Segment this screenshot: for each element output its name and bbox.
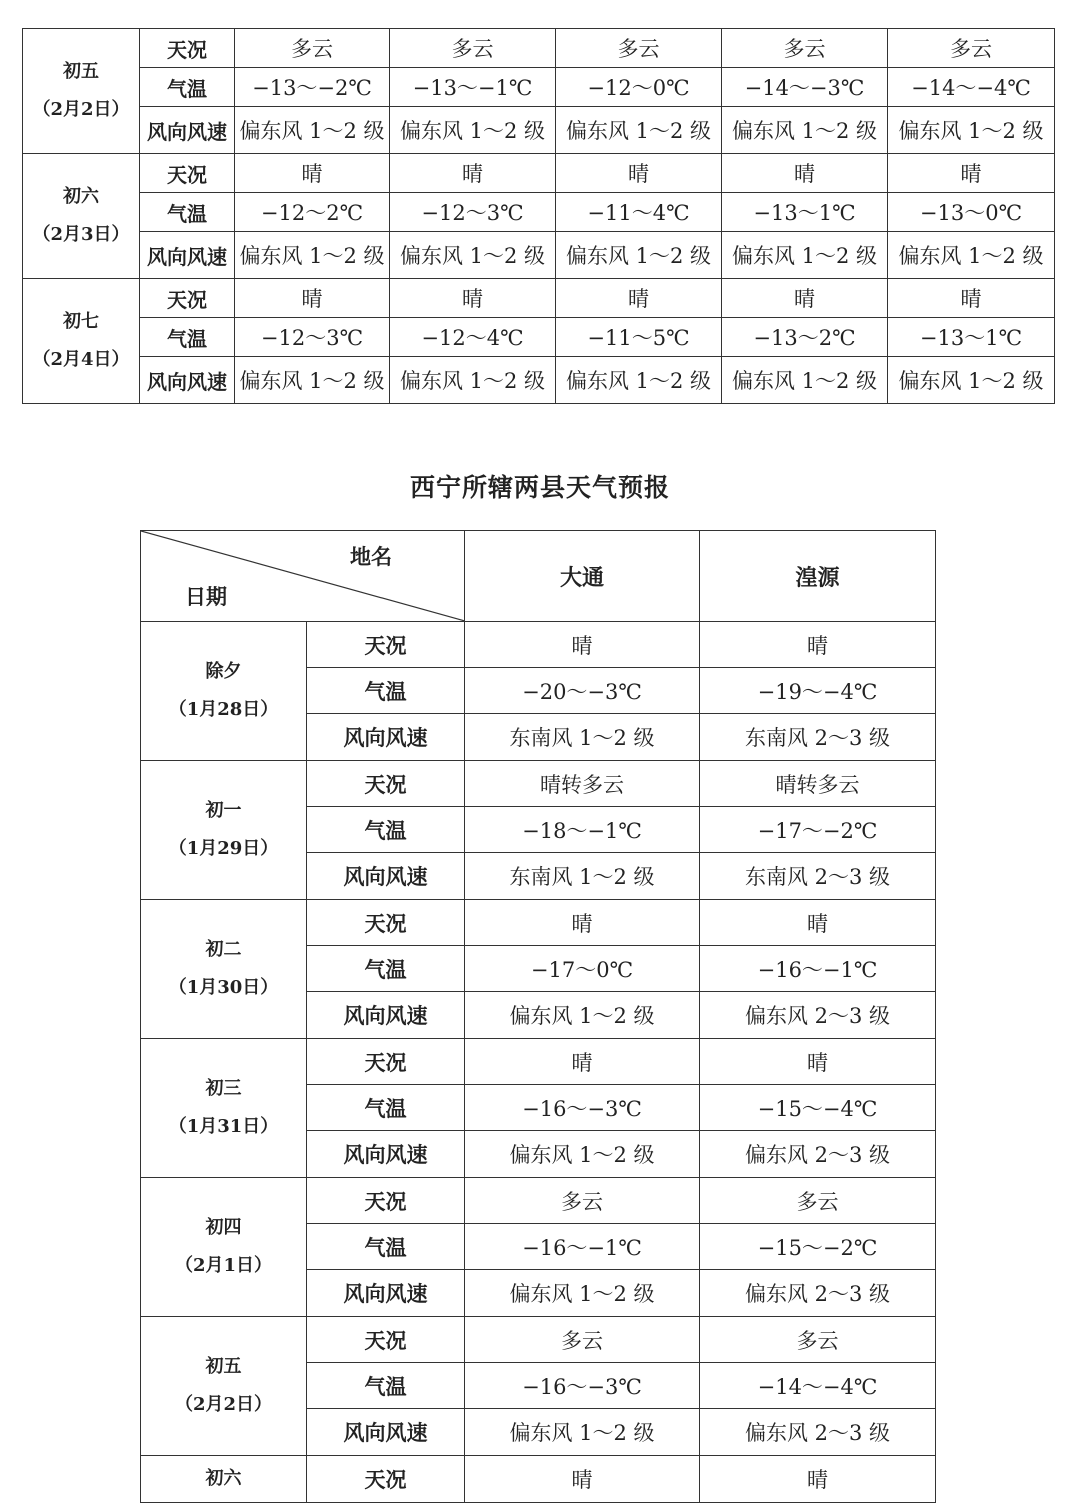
value-cell: −13～−1℃ xyxy=(390,68,556,107)
value-cell: −12～3℃ xyxy=(235,318,390,357)
value-cell: 偏东风 1～2 级 xyxy=(722,232,888,279)
value-cell: 晴 xyxy=(235,279,390,318)
attribute-label: 气温 xyxy=(140,68,235,107)
value-cell: −11～4℃ xyxy=(556,193,722,232)
place-header-label: 地名 xyxy=(350,544,392,569)
value-cell: −13～2℃ xyxy=(722,318,888,357)
value-cell-datong: 偏东风 1～2 级 xyxy=(465,1409,700,1456)
table-row xyxy=(141,900,936,946)
day-cell xyxy=(23,154,140,279)
attribute-label: 天况 xyxy=(140,29,235,68)
value-cell-datong: 偏东风 1～2 级 xyxy=(465,1270,700,1317)
day-name: 初三 xyxy=(205,1078,242,1099)
value-cell: −14～−4℃ xyxy=(888,68,1055,107)
attribute-label: 天况 xyxy=(307,1178,465,1224)
day-date: （2月3日） xyxy=(32,224,130,245)
attribute-label: 天况 xyxy=(307,1039,465,1085)
day-name: 初一 xyxy=(205,800,242,821)
attribute-label: 天况 xyxy=(307,900,465,946)
attribute-label: 气温 xyxy=(307,668,465,714)
value-cell-datong: −16～−1℃ xyxy=(465,1224,700,1270)
value-cell-huangyuan: 晴 xyxy=(700,622,936,668)
value-cell: 偏东风 1～2 级 xyxy=(390,232,556,279)
value-cell: 偏东风 1～2 级 xyxy=(722,107,888,154)
value-cell-huangyuan: 东南风 2～3 级 xyxy=(700,853,936,900)
value-cell-huangyuan: 偏东风 2～3 级 xyxy=(700,1409,936,1456)
attribute-label: 天况 xyxy=(307,761,465,807)
table-row xyxy=(23,68,1055,107)
value-cell: −13～1℃ xyxy=(722,193,888,232)
day-name: 初四 xyxy=(205,1217,242,1238)
attribute-label: 风向风速 xyxy=(307,1270,465,1317)
day-name: 初六 xyxy=(141,1456,307,1503)
value-cell-datong: −20～−3℃ xyxy=(465,668,700,714)
value-cell: −12～0℃ xyxy=(556,68,722,107)
attribute-label: 风向风速 xyxy=(307,1131,465,1178)
attribute-label: 风向风速 xyxy=(140,357,235,404)
column-header-huangyuan: 湟源 xyxy=(700,531,936,622)
attribute-label: 气温 xyxy=(140,193,235,232)
day-date: （1月30日） xyxy=(168,977,279,998)
value-cell: 偏东风 1～2 级 xyxy=(556,107,722,154)
value-cell-huangyuan: 多云 xyxy=(700,1317,936,1363)
value-cell: 多云 xyxy=(390,29,556,68)
day-cell xyxy=(23,29,140,154)
value-cell: 偏东风 1～2 级 xyxy=(888,357,1055,404)
table-row xyxy=(23,154,1055,193)
value-cell-huangyuan: 偏东风 2～3 级 xyxy=(700,1131,936,1178)
attribute-label: 风向风速 xyxy=(140,232,235,279)
top-forecast-table xyxy=(22,28,1055,404)
day-name: 初五 xyxy=(205,1356,242,1377)
table-row xyxy=(23,232,1055,279)
table-row xyxy=(23,318,1055,357)
day-date: （2月2日） xyxy=(32,99,130,120)
day-date: （2月2日） xyxy=(174,1394,273,1415)
value-cell-huangyuan: 晴 xyxy=(700,1039,936,1085)
value-cell-huangyuan: −19～−4℃ xyxy=(700,668,936,714)
attribute-label: 天况 xyxy=(307,1456,465,1503)
value-cell: 晴 xyxy=(722,154,888,193)
value-cell-datong: 晴 xyxy=(465,1456,700,1503)
attribute-label: 气温 xyxy=(307,1224,465,1270)
value-cell: 偏东风 1～2 级 xyxy=(390,107,556,154)
value-cell: 偏东风 1～2 级 xyxy=(235,107,390,154)
value-cell-datong: −18～−1℃ xyxy=(465,807,700,853)
value-cell-huangyuan: −16～−1℃ xyxy=(700,946,936,992)
attribute-label: 气温 xyxy=(307,1363,465,1409)
attribute-label: 气温 xyxy=(307,1085,465,1131)
day-name: 初六 xyxy=(63,186,99,207)
value-cell-datong: 东南风 1～2 级 xyxy=(465,853,700,900)
day-cell xyxy=(141,900,307,1039)
table-row xyxy=(23,107,1055,154)
table-row xyxy=(23,29,1055,68)
attribute-label: 风向风速 xyxy=(307,1409,465,1456)
value-cell: 晴 xyxy=(390,279,556,318)
value-cell: 多云 xyxy=(722,29,888,68)
value-cell-huangyuan: 晴转多云 xyxy=(700,761,936,807)
value-cell: −13～0℃ xyxy=(888,193,1055,232)
attribute-label: 风向风速 xyxy=(307,853,465,900)
day-date: （1月28日） xyxy=(168,699,279,720)
value-cell-huangyuan: 东南风 2～3 级 xyxy=(700,714,936,761)
value-cell: 多云 xyxy=(235,29,390,68)
page-title: 西宁所辖两县天气预报 xyxy=(409,473,670,502)
value-cell: −13～1℃ xyxy=(888,318,1055,357)
value-cell: 偏东风 1～2 级 xyxy=(556,232,722,279)
value-cell-datong: −16～−3℃ xyxy=(465,1363,700,1409)
table-row xyxy=(141,1039,936,1085)
value-cell-huangyuan: 晴 xyxy=(700,1456,936,1503)
value-cell: 晴 xyxy=(888,154,1055,193)
value-cell-huangyuan: −14～−4℃ xyxy=(700,1363,936,1409)
value-cell-datong: 晴 xyxy=(465,1039,700,1085)
value-cell: 偏东风 1～2 级 xyxy=(235,357,390,404)
value-cell-huangyuan: 偏东风 2～3 级 xyxy=(700,992,936,1039)
value-cell-datong: 晴转多云 xyxy=(465,761,700,807)
value-cell: −13～−2℃ xyxy=(235,68,390,107)
day-date: （2月1日） xyxy=(174,1255,273,1276)
table-row xyxy=(141,1317,936,1363)
value-cell: 偏东风 1～2 级 xyxy=(888,232,1055,279)
table-row xyxy=(141,622,936,668)
value-cell: 晴 xyxy=(556,154,722,193)
value-cell: 偏东风 1～2 级 xyxy=(235,232,390,279)
value-cell: 晴 xyxy=(722,279,888,318)
day-date: （1月31日） xyxy=(168,1116,279,1137)
table-row xyxy=(141,1178,936,1224)
column-header-datong: 大通 xyxy=(465,531,700,622)
value-cell: 晴 xyxy=(888,279,1055,318)
value-cell: −12～4℃ xyxy=(390,318,556,357)
attribute-label: 气温 xyxy=(307,946,465,992)
county-forecast-table xyxy=(140,530,936,1503)
value-cell: 偏东风 1～2 级 xyxy=(888,107,1055,154)
value-cell-datong: 晴 xyxy=(465,622,700,668)
value-cell: −11～5℃ xyxy=(556,318,722,357)
value-cell-datong: −17～0℃ xyxy=(465,946,700,992)
value-cell-datong: 东南风 1～2 级 xyxy=(465,714,700,761)
attribute-label: 气温 xyxy=(307,807,465,853)
value-cell: −12～3℃ xyxy=(390,193,556,232)
table-row xyxy=(23,279,1055,318)
attribute-label: 天况 xyxy=(307,622,465,668)
value-cell: −14～−3℃ xyxy=(722,68,888,107)
day-cell xyxy=(141,622,307,761)
value-cell: 晴 xyxy=(390,154,556,193)
day-cell xyxy=(141,761,307,900)
value-cell-datong: 多云 xyxy=(465,1317,700,1363)
value-cell-huangyuan: −17～−2℃ xyxy=(700,807,936,853)
day-cell xyxy=(23,279,140,404)
value-cell: 偏东风 1～2 级 xyxy=(390,357,556,404)
day-cell xyxy=(141,1178,307,1317)
value-cell-huangyuan: 晴 xyxy=(700,900,936,946)
header-row xyxy=(141,531,936,622)
attribute-label: 风向风速 xyxy=(307,992,465,1039)
value-cell: 偏东风 1～2 级 xyxy=(556,357,722,404)
day-cell xyxy=(141,1317,307,1456)
header-corner-cell xyxy=(141,531,465,622)
value-cell-datong: 偏东风 1～2 级 xyxy=(465,1131,700,1178)
table-row xyxy=(141,1456,936,1503)
attribute-label: 天况 xyxy=(140,154,235,193)
attribute-label: 风向风速 xyxy=(307,714,465,761)
date-header-label: 日期 xyxy=(185,584,227,609)
value-cell: 晴 xyxy=(556,279,722,318)
day-date: （2月4日） xyxy=(32,349,130,370)
value-cell-datong: 多云 xyxy=(465,1178,700,1224)
value-cell: 多云 xyxy=(888,29,1055,68)
value-cell: 晴 xyxy=(235,154,390,193)
table-row xyxy=(23,357,1055,404)
value-cell-huangyuan: 偏东风 2～3 级 xyxy=(700,1270,936,1317)
value-cell-datong: 偏东风 1～2 级 xyxy=(465,992,700,1039)
table-row xyxy=(141,761,936,807)
day-cell xyxy=(141,1039,307,1178)
value-cell-huangyuan: −15～−4℃ xyxy=(700,1085,936,1131)
value-cell: 多云 xyxy=(556,29,722,68)
day-date: （1月29日） xyxy=(168,838,279,859)
day-name: 除夕 xyxy=(205,661,242,682)
value-cell: 偏东风 1～2 级 xyxy=(722,357,888,404)
day-name: 初七 xyxy=(63,311,99,332)
attribute-label: 气温 xyxy=(140,318,235,357)
value-cell: −12～2℃ xyxy=(235,193,390,232)
value-cell-huangyuan: 多云 xyxy=(700,1178,936,1224)
value-cell-huangyuan: −15～−2℃ xyxy=(700,1224,936,1270)
table-row xyxy=(23,193,1055,232)
day-name: 初五 xyxy=(63,61,99,82)
attribute-label: 风向风速 xyxy=(140,107,235,154)
value-cell-datong: −16～−3℃ xyxy=(465,1085,700,1131)
attribute-label: 天况 xyxy=(307,1317,465,1363)
attribute-label: 天况 xyxy=(140,279,235,318)
value-cell-datong: 晴 xyxy=(465,900,700,946)
day-name: 初二 xyxy=(205,939,242,960)
